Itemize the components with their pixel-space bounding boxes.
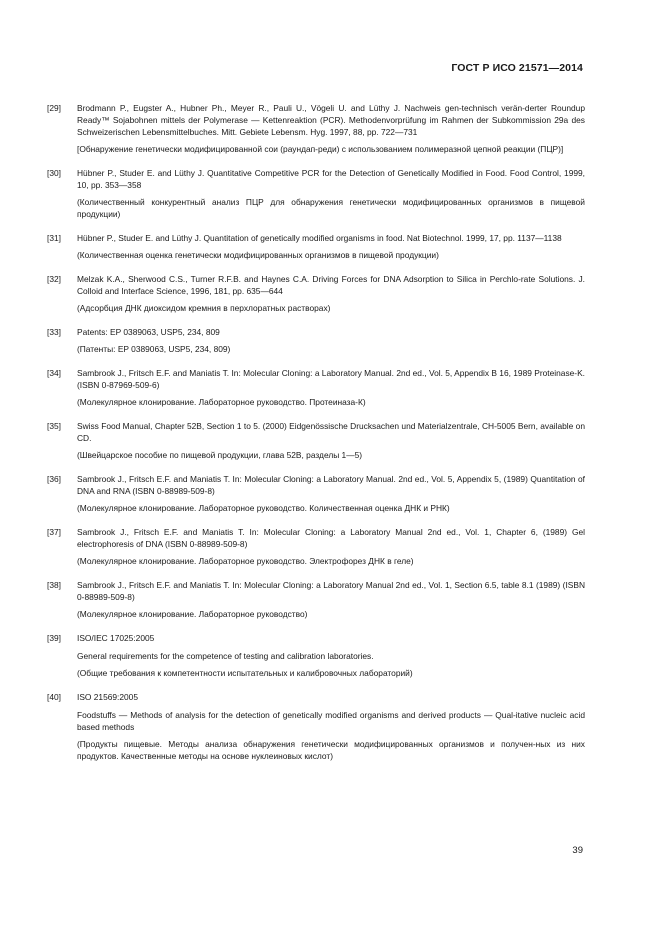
reference-item bbox=[47, 326, 585, 355]
reference-list bbox=[47, 102, 585, 762]
document-header: ГОСТ Р ИСО 21571—2014 bbox=[451, 62, 583, 74]
reference-item bbox=[47, 579, 585, 620]
reference-number: [34] bbox=[47, 368, 61, 378]
reference-number: [29] bbox=[47, 103, 61, 113]
reference-citation: Sambrook J., Fritsch E.F. and Maniatis T. In: Molecular Cloning: a Laboratory Manual. 2nd ed., Vol. 5, Appendix 5, (1989) Quantitation of DNA and RNA (ISBN 0-88989-509-8) bbox=[77, 474, 585, 496]
reference-citation: Hübner P., Studer E. and Lüthy J. Quantitative Competitive PCR for the Detection of Genetically Modified in Food. Food Control, 1999, 10, pp. 353—358 bbox=[77, 168, 585, 190]
reference-citation: Hübner P., Studer E. and Lüthy J. Quantitation of genetically modified organisms in food. Nat Biotechnol. 1999, 17, pp. 1137—1138 bbox=[77, 233, 562, 243]
reference-number: [32] bbox=[47, 274, 61, 284]
reference-translation: (Молекулярное клонирование. Лабораторное руководство) bbox=[77, 609, 308, 619]
page-number: 39 bbox=[572, 845, 583, 856]
reference-item bbox=[47, 232, 585, 261]
reference-citation: General requirements for the competence of testing and calibration laboratories. bbox=[77, 651, 374, 661]
reference-standard-code: ISO 21569:2005 bbox=[77, 692, 139, 702]
reference-citation: Sambrook J., Fritsch E.F. and Maniatis T. In: Molecular Cloning: a Laboratory Manual. 2nd ed., Vol. 5, Appendix B 16, 1989 Proteinase-K. (ISBN 0-87969-509-6) bbox=[77, 368, 585, 390]
reference-citation: Swiss Food Manual, Chapter 52B, Section 1 to 5. (2000) Eidgenössische Drucksachen und Materialzentrale, CH-5005 Bern, available on CD. bbox=[77, 421, 585, 443]
reference-number: [36] bbox=[47, 474, 61, 484]
reference-translation: (Адсорбция ДНК диоксидом кремния в перхлоратных растворах) bbox=[77, 303, 331, 313]
reference-citation: Sambrook J., Fritsch E.F. and Maniatis T. In: Molecular Cloning: a Laboratory Manual 2nd ed., Vol. 1, Section 6.5, table 8.1 (1989) (ISBN 0-88989-509-8) bbox=[77, 580, 585, 602]
reference-number: [37] bbox=[47, 527, 61, 537]
reference-item bbox=[47, 420, 585, 461]
reference-number: [30] bbox=[47, 168, 61, 178]
reference-citation: Melzak K.A., Sherwood C.S., Turner R.F.B. and Haynes C.A. Driving Forces for DNA Adsorption to Silica in Perchlo-rate Solutions. J. Colloid and Interface Science, 1996, 181, pp. 635—644 bbox=[77, 274, 585, 296]
reference-translation: (Молекулярное клонирование. Лабораторное руководство. Протеиназа-К) bbox=[77, 397, 366, 407]
reference-item bbox=[47, 367, 585, 408]
reference-translation: (Патенты: EP 0389063, USP5, 234, 809) bbox=[77, 344, 231, 354]
reference-number: [33] bbox=[47, 327, 61, 337]
reference-translation: (Продукты пищевые. Методы анализа обнаружения генетически модифицированных организмов и получен-ных из них продуктов. Качественные методы на основе нуклеиновых кислот) bbox=[77, 739, 585, 761]
reference-number: [35] bbox=[47, 421, 61, 431]
reference-translation: (Общие требования к компетентности испытательных и калибровочных лабораторий) bbox=[77, 668, 413, 678]
reference-translation: (Молекулярное клонирование. Лабораторное руководство. Электрофорез ДНК в геле) bbox=[77, 556, 414, 566]
reference-citation: Foodstuffs — Methods of analysis for the detection of genetically modified organisms and derived products — Qual-itative nucleic acid based methods bbox=[77, 710, 585, 732]
reference-number: [40] bbox=[47, 692, 61, 702]
reference-translation: [Обнаружение генетически модифицированной сои (раундап-реди) с использованием полимеразной цепной реакции (ПЦР)] bbox=[77, 144, 564, 154]
reference-item bbox=[47, 167, 585, 220]
reference-item bbox=[47, 632, 585, 679]
reference-number: [39] bbox=[47, 633, 61, 643]
reference-translation: (Швейцарское пособие по пищевой продукции, глава 52В, разделы 1—5) bbox=[77, 450, 363, 460]
reference-translation: (Количественный конкурентный анализ ПЦР для обнаружения генетически модифицированных организмов в пищевой продукции) bbox=[77, 197, 585, 219]
reference-item bbox=[47, 526, 585, 567]
reference-translation: (Количественная оценка генетически модифицированных организмов в пищевой продукции) bbox=[77, 250, 439, 260]
reference-item bbox=[47, 102, 585, 155]
reference-number: [31] bbox=[47, 233, 61, 243]
reference-citation: Patents: EP 0389063, USP5, 234, 809 bbox=[77, 327, 220, 337]
reference-standard-code: ISO/IEC 17025:2005 bbox=[77, 633, 155, 643]
reference-item bbox=[47, 273, 585, 314]
reference-translation: (Молекулярное клонирование. Лабораторное руководство. Количественная оценка ДНК и РНК) bbox=[77, 503, 450, 513]
reference-citation: Sambrook J., Fritsch E.F. and Maniatis T. In: Molecular Cloning: a Laboratory Manual 2nd ed., Vol. 1, Chapter 6, (1989) Gel electrophoresis of DNA (ISBN 0-88989-509-8) bbox=[77, 527, 585, 549]
reference-citation: Brodmann P., Eugster A., Hubner Ph., Meyer R., Pauli U., Vögeli U. and Lüthy J. Nachweis gen-technisch verän-derter Roundup Ready™ Sojabohnen mittels der Polymerase — Kettenreaktion (PCR). Methodenvorprüfung im Rahmen der Subkommission 29a des Schweizerischen Lebensmittelbuches. Mitt. Gebiete Lebensm. Hyg. 1997, 88, pp. 722—731 bbox=[77, 103, 585, 137]
reference-item bbox=[47, 473, 585, 514]
reference-number: [38] bbox=[47, 580, 61, 590]
reference-item bbox=[47, 691, 585, 762]
